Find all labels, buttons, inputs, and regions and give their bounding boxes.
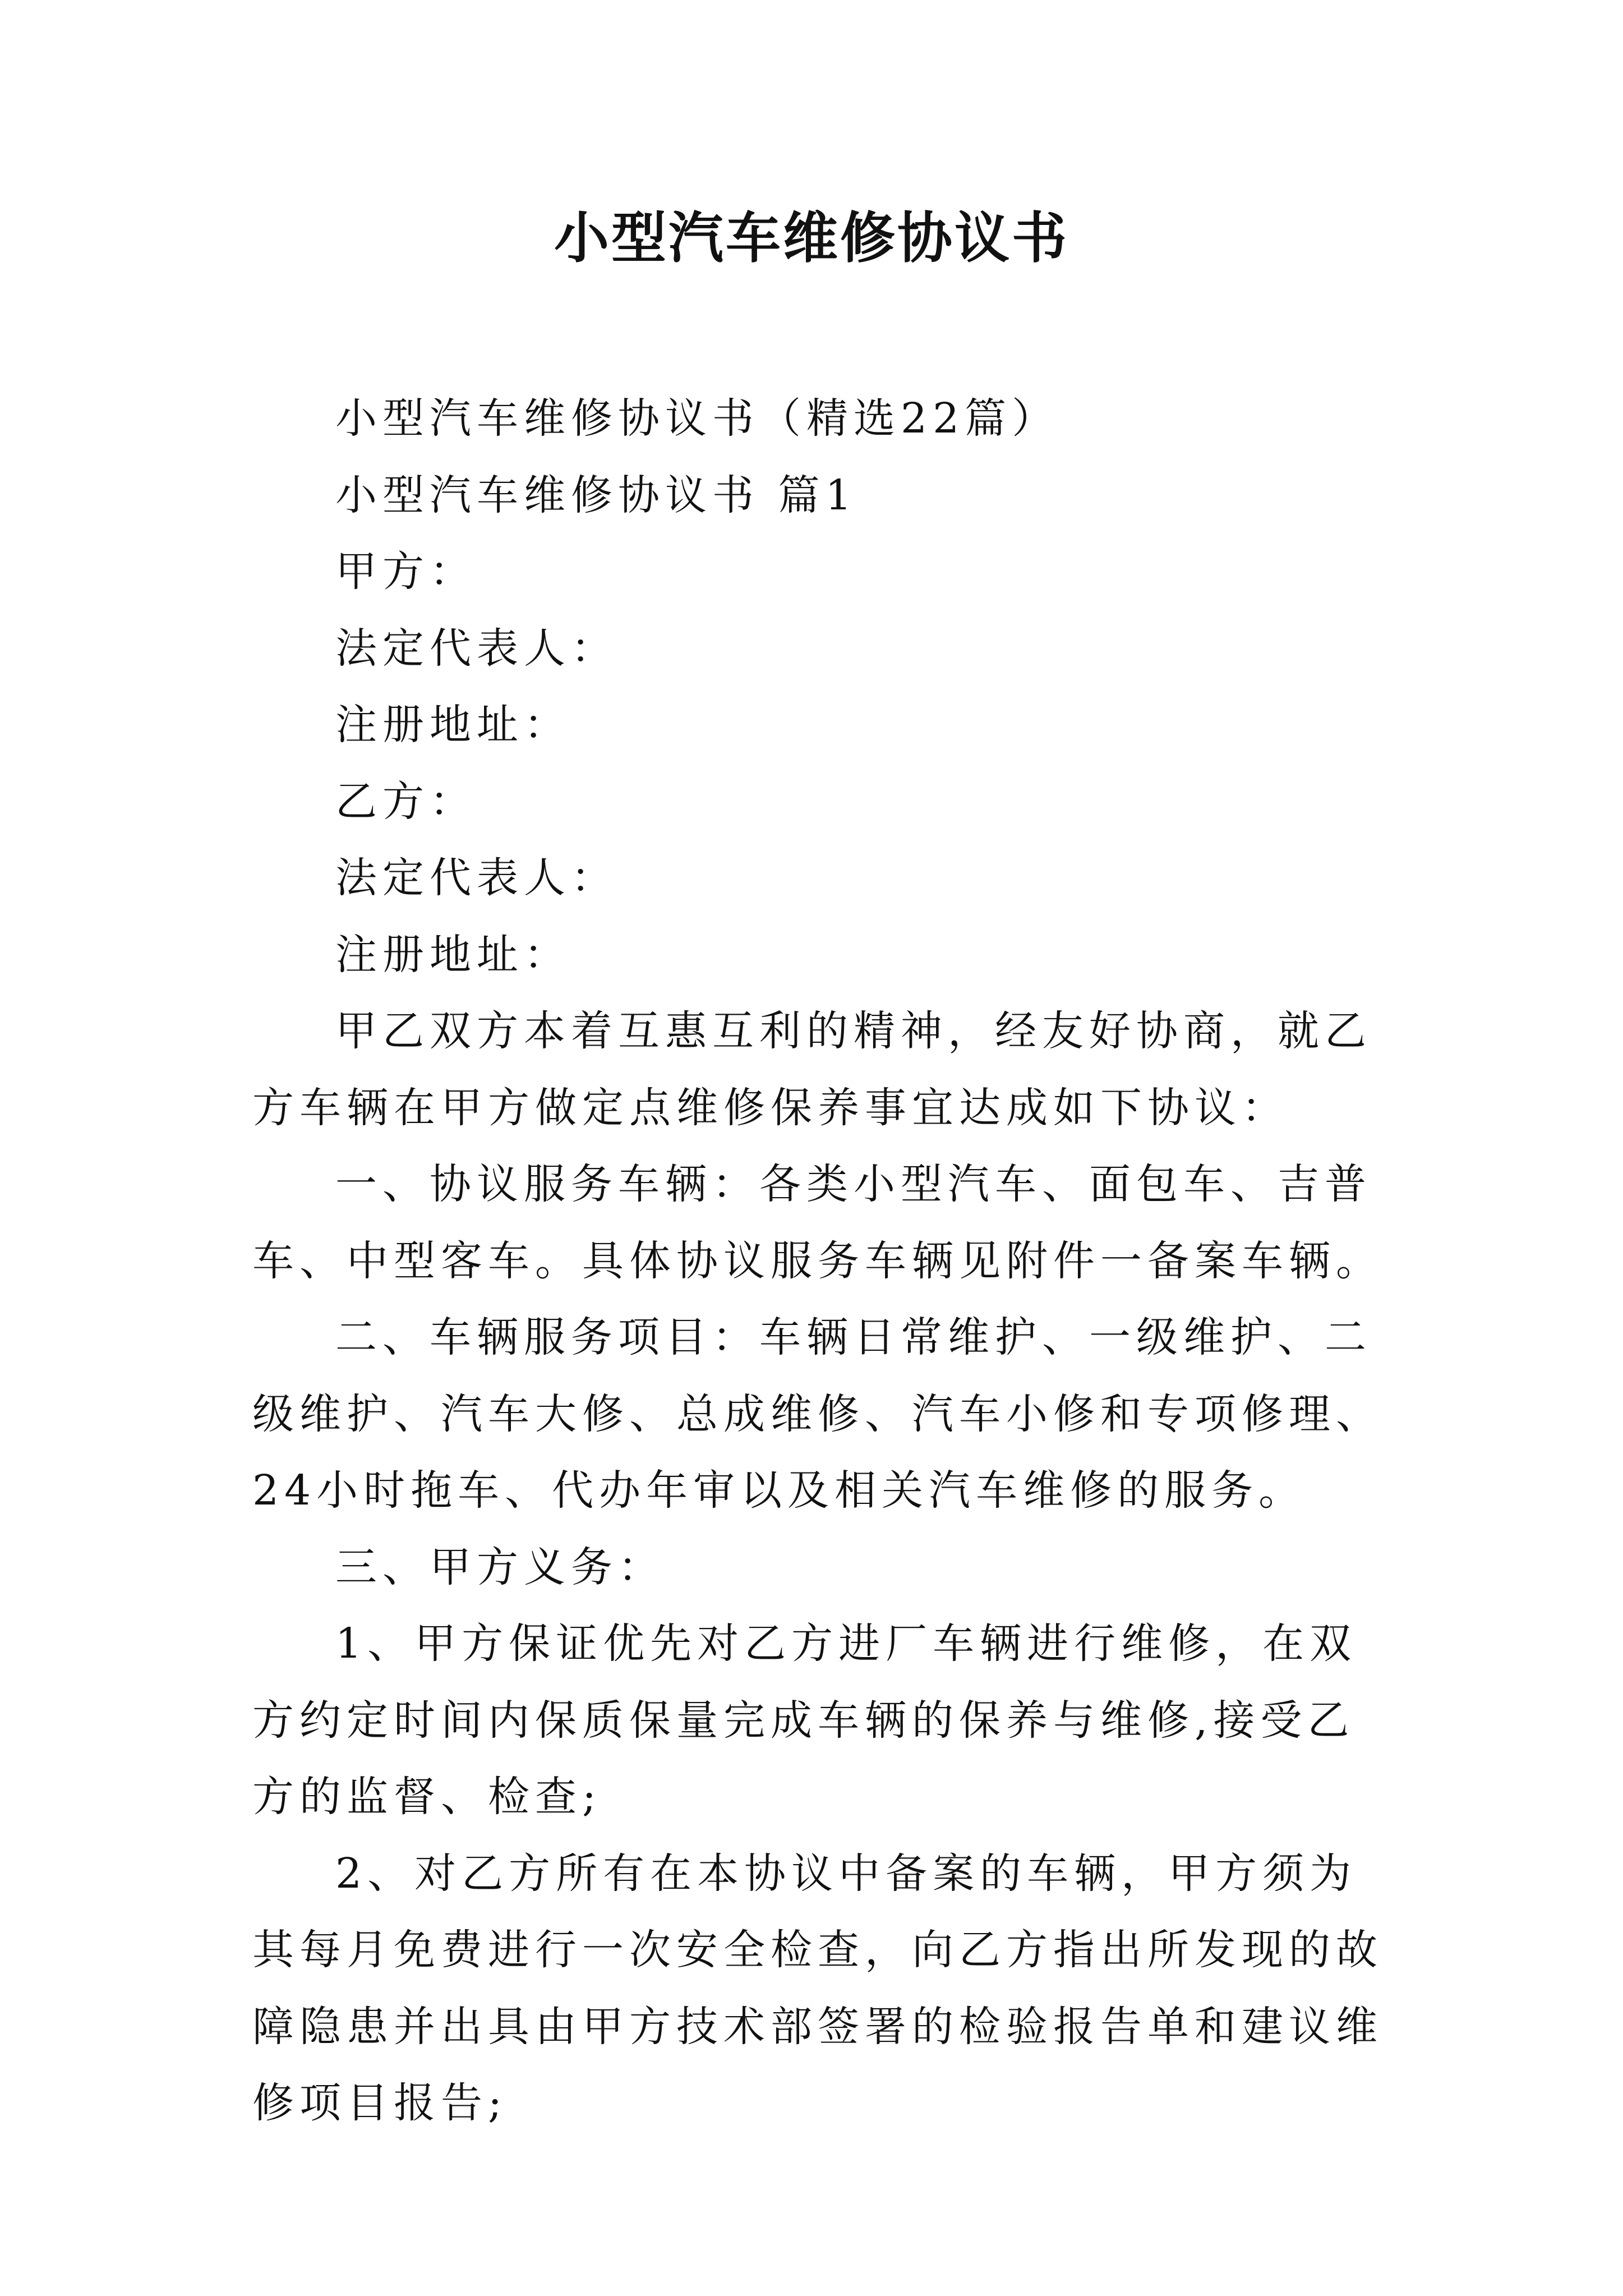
document-title: 小型汽车维修协议书 bbox=[554, 206, 1069, 270]
paragraph-party-b-address: 注册地址： bbox=[335, 930, 571, 979]
paragraph-party-a-representative: 法定代表人： bbox=[335, 624, 618, 673]
paragraph-preamble: 甲乙双方本着互惠互利的精神，经友好协商，就乙方车辆在甲方做定点维修保养事宜达成如下协议： bbox=[252, 1007, 1372, 1132]
paragraph-party-b-representative: 法定代表人： bbox=[335, 854, 618, 902]
paragraph-party-a: 甲方： bbox=[335, 547, 477, 596]
paragraph-clause-3-item-2: 2、对乙方所有在本协议中备案的车辆，甲方须为其每月免费进行一次安全检查，向乙方指出所发现的故障隐患并出具由甲方技术部签署的检验报告单和建议维修项目报告; bbox=[252, 1849, 1383, 2127]
paragraph-party-b: 乙方： bbox=[335, 777, 477, 826]
document-body bbox=[252, 380, 1396, 2142]
paragraph-clause-3-heading: 三、甲方义务： bbox=[335, 1543, 665, 1591]
paragraph-clause-2-services: 二、车辆服务项目：车辆日常维护、一级维护、二级维护、汽车大修、总成维修、汽车小修和专项修理、24小时拖车、代办年审以及相关汽车维修的服务。 bbox=[252, 1313, 1383, 1515]
paragraph-clause-3-item-1: 1、甲方保证优先对乙方进厂车辆进行维修，在双方约定时间内保质保量完成车辆的保养与维修,接受乙方的监督、检查; bbox=[252, 1619, 1357, 1821]
paragraph-subtitle: 小型汽车维修协议书（精选22篇） bbox=[335, 394, 1059, 443]
paragraph-clause-1-vehicles: 一、协议服务车辆：各类小型汽车、面包车、吉普车、中型客车。具体协议服务车辆见附件一备案车辆。 bbox=[252, 1160, 1383, 1285]
paragraph-party-a-address: 注册地址： bbox=[335, 701, 571, 749]
paragraph-section-heading: 小型汽车维修协议书 篇1 bbox=[335, 471, 857, 519]
